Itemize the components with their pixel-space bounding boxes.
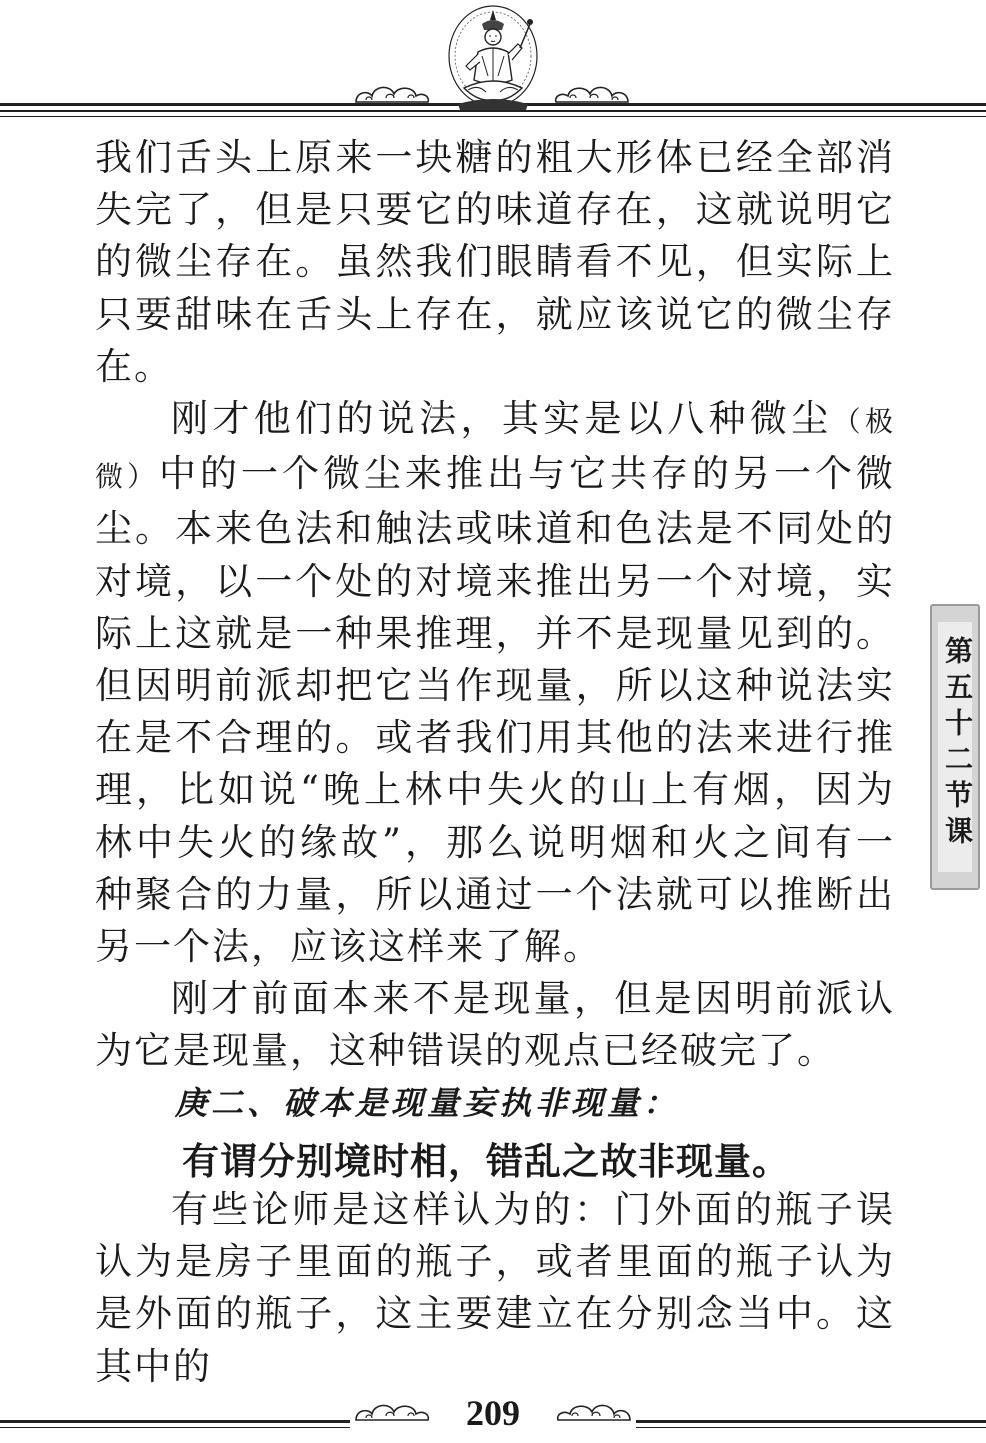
verse-line: 有谓分别境时相，错乱之故非现量。: [182, 1140, 790, 1183]
paragraph-2-text-continued: 中的一个微尘来推出与它共存的另一个微尘。本来色法和触法或味道和色法是不同处的对境，以一个处的对境来推出另一个对境，实际上这就是一种果推理，并不是现量见到的。但因明前派却把它当作现量，所以这种说法实在是不合理的。或者我们用其他的法来进行推理，比如说“晚上林中失火的山上有烟，因为林中失火的缘故”，那么说明烟和火之间有一种聚合的力量，所以通过一个法就可以推断出另一个法，应该这样来了解。: [95, 452, 895, 969]
page-number: 209: [466, 1393, 520, 1433]
section-heading: 庚二、破本是现量妄执非现量：: [175, 1084, 680, 1122]
deity-figure-icon: [438, 4, 548, 112]
chapter-side-tab: [930, 604, 980, 890]
page-header: [0, 0, 986, 125]
header-rule: [0, 116, 986, 117]
main-text-continued: [95, 1184, 895, 1393]
cloud-ornament-icon: [352, 82, 432, 106]
side-tab-label: 第五十二节课: [941, 636, 974, 852]
main-text: [95, 132, 895, 1078]
paragraph-3: 刚才前面本来不是现量，但是因明前派认为它是现量，这种错误的观点已经破完了。: [95, 977, 895, 1073]
paragraph-1: 我们舌头上原来一块糖的粗大形体已经全部消失完了，但是只要它的味道存在，这就说明它的微尘存在。虽然我们眼睛看不见，但实际上只要甜味在舌头上存在，就应该说它的微尘存在。: [95, 136, 895, 388]
paragraph-2-text: 刚才他们的说法，其实是以八种微尘: [171, 397, 833, 441]
cloud-ornament-icon: [552, 82, 632, 106]
paragraph-4: 有些论师是这样认为的：门外面的瓶子误认为是房子里面的瓶子，或者里面的瓶子认为是外面的瓶子，这主要建立在分别念当中。这其中的: [95, 1188, 895, 1388]
paragraph-2: [95, 393, 895, 973]
paragraph-2-note: （极微）: [95, 405, 895, 494]
